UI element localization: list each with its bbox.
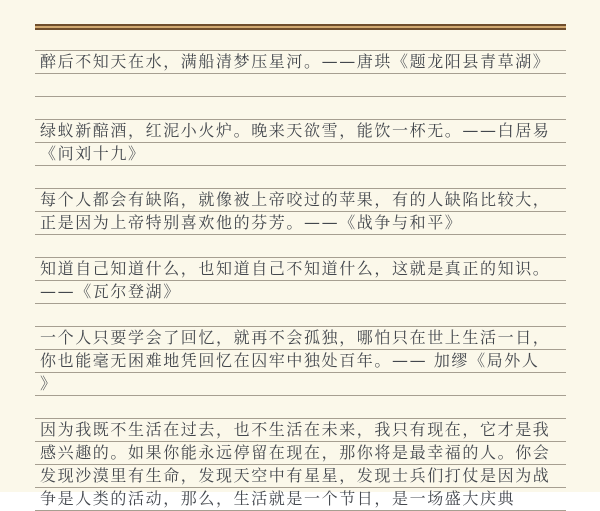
quote-5-line-2: 你也能毫无困难地凭回忆在囚牢中独处百年。—— 加缪《局外人 [35, 350, 566, 373]
quote-6-line-1: 因为我既不生活在过去，也不生活在未来，我只有现在，它才是我 [35, 419, 566, 442]
quote-3-line-2: 正是因为上帝特别喜欢他的芬芳。——《战争与和平》 [35, 212, 566, 235]
quote-1-line-1: 醉后不知天在水，满船清梦压星河。——唐珙《题龙阳县青草湖》 [35, 51, 566, 74]
quote-4-line-1: 知道自己知道什么，也知道自己不知道什么，这就是真正的知识。 [35, 258, 566, 281]
ruled-lines-area [35, 50, 566, 511]
quote-4-line-2: ——《瓦尔登湖》 [35, 281, 566, 304]
empty-ruled-line [35, 74, 566, 97]
double-rule-divider [35, 24, 566, 30]
quote-2-line-2: 《问刘十九》 [35, 143, 566, 166]
empty-ruled-line [35, 396, 566, 419]
quote-6-line-4-clipped: 争是人类的活动，那么，生活就是一个节日，是一场盛大庆典 [35, 488, 566, 511]
quote-2-line-1: 绿蚁新醅酒，红泥小火炉。晚来天欲雪，能饮一杯无。——白居易 [35, 120, 566, 143]
quote-5-line-1: 一个人只要学会了回忆，就再不会孤独，哪怕只在世上生活一日， [35, 327, 566, 350]
empty-ruled-line [35, 97, 566, 120]
quote-6-line-3: 发现沙漠里有生命，发现天空中有星星，发现士兵们打仗是因为战 [35, 465, 566, 488]
quote-5-line-3: 》 [35, 373, 566, 396]
empty-ruled-line [35, 166, 566, 189]
quote-3-line-1: 每个人都会有缺陷，就像被上帝咬过的苹果，有的人缺陷比较大， [35, 189, 566, 212]
empty-ruled-line [35, 304, 566, 327]
empty-ruled-line [35, 235, 566, 258]
quote-6-line-2: 感兴趣的。如果你能永远停留在现在，那你将是最幸福的人。你会 [35, 442, 566, 465]
